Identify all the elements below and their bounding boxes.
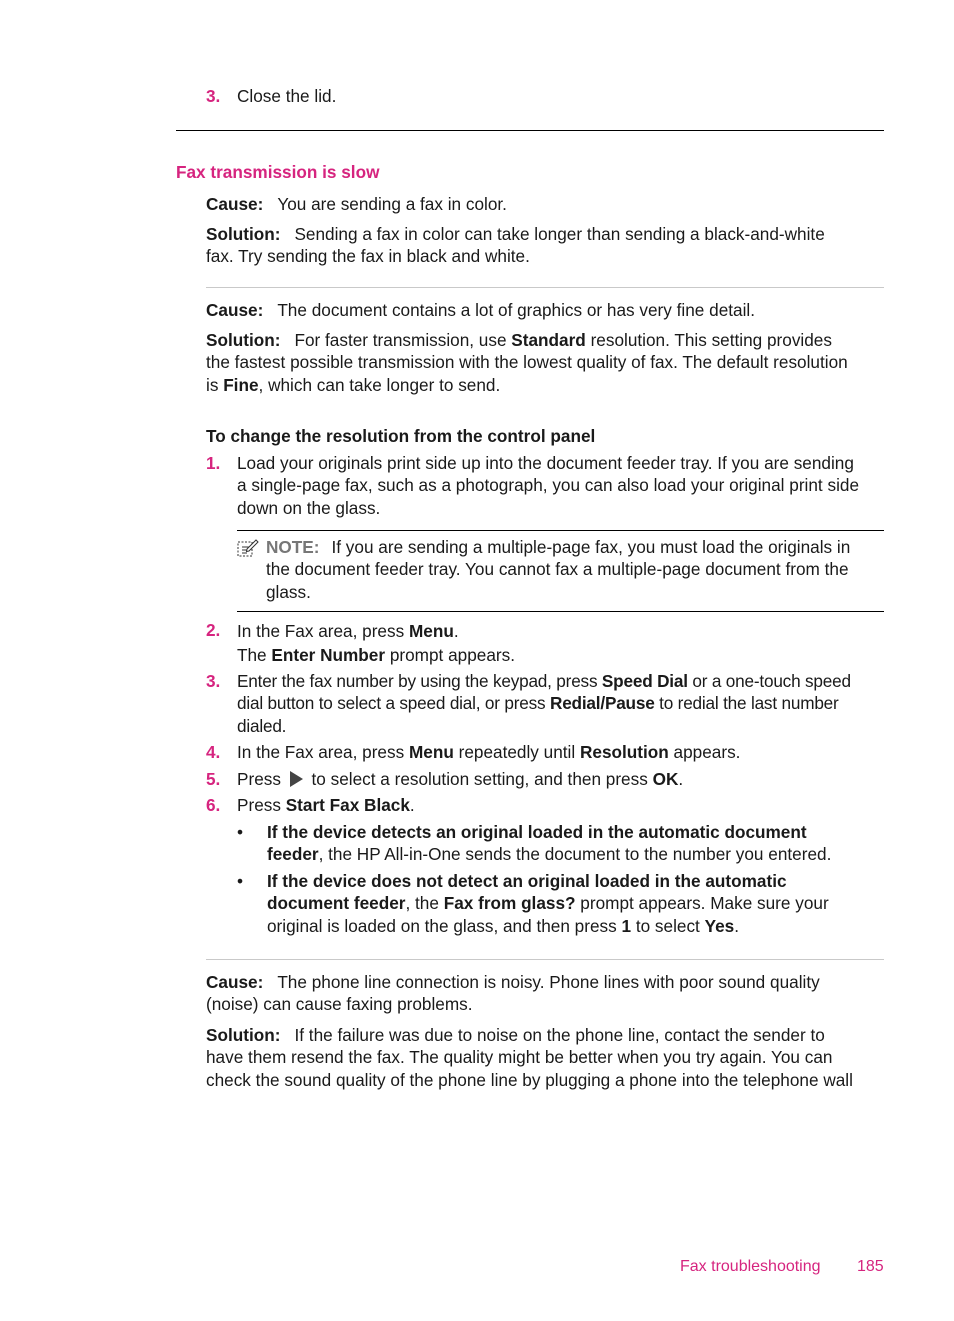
solution-3 xyxy=(206,1024,896,1091)
step-number: 6. xyxy=(206,795,221,815)
cause-text: (noise) can cause faxing problems. xyxy=(206,994,473,1015)
solution-label: Solution: xyxy=(206,330,281,350)
line: Press xyxy=(237,769,286,789)
fine-term: Fine xyxy=(223,374,259,395)
line: appears. xyxy=(668,742,741,762)
note-top-rule xyxy=(237,530,884,531)
solution-text: Sending a fax in color can take longer than sending a black-and-white xyxy=(294,224,825,244)
solution-text: For faster transmission, use xyxy=(294,330,512,350)
solution-text: is xyxy=(206,374,224,395)
right-arrow-icon xyxy=(288,770,304,788)
step-6-text xyxy=(237,794,415,816)
line: . xyxy=(453,621,459,641)
line: to redial the last number xyxy=(654,693,839,714)
line: Enter the fax number by using the keypad, press xyxy=(237,671,602,691)
section-divider xyxy=(176,130,884,131)
step-number: 1. xyxy=(206,453,221,473)
step-number: 3. xyxy=(206,86,221,106)
solution-text: If the failure was due to noise on the phone line, contact the sender to xyxy=(294,1025,825,1045)
step-2-text xyxy=(237,619,515,667)
line: the document feeder tray. You cannot fax a multiple-page document from the xyxy=(266,559,849,580)
cause-1 xyxy=(206,193,507,215)
line: Load your originals print side up into the document feeder tray. If you are sending xyxy=(237,453,854,473)
cause-label: Cause: xyxy=(206,194,264,214)
step-5-text xyxy=(237,768,683,790)
step-number: 3. xyxy=(206,671,221,691)
solution-text: have them resend the fax. The quality might be better when you try again. You can xyxy=(206,1047,833,1068)
solution-2 xyxy=(206,329,896,396)
line: glass. xyxy=(266,581,311,602)
solution-text: resolution. This setting provides xyxy=(585,330,832,350)
line: , the xyxy=(405,893,444,914)
footer-section-title: Fax troubleshooting xyxy=(680,1258,821,1275)
cause-2 xyxy=(206,299,755,321)
menu-term: Menu xyxy=(408,621,454,641)
step-number: 5. xyxy=(206,769,221,789)
speed-dial-term: Speed Dial xyxy=(601,671,688,691)
resolution-term: Resolution xyxy=(579,742,669,762)
step-number: 4. xyxy=(206,742,221,762)
step-number: 2. xyxy=(206,620,221,640)
ok-term: OK xyxy=(652,769,679,789)
line: original is loaded on the glass, and then press xyxy=(267,915,622,936)
solution-text: check the sound quality of the phone line by plugging a phone into the telephone wall xyxy=(206,1069,853,1090)
bullet-1-text xyxy=(267,821,897,866)
solution-1 xyxy=(206,223,886,268)
step-text: Close the lid. xyxy=(237,86,337,106)
line: If the device does not detect an original loaded in the automatic xyxy=(267,871,787,891)
line: a single-page fax, such as a photograph, you can also load your original print side xyxy=(237,475,860,496)
line: to select a resolution setting, and then press xyxy=(306,769,653,789)
standard-term: Standard xyxy=(511,330,586,350)
solution-label: Solution: xyxy=(206,1025,281,1045)
start-fax-black-term: Start Fax Black xyxy=(285,795,410,815)
enter-number-term: Enter Number xyxy=(271,645,386,665)
line: down on the glass. xyxy=(237,497,381,518)
line: dialed. xyxy=(237,715,287,736)
redial-pause-term: Redial/Pause xyxy=(549,693,655,714)
section-heading: Fax transmission is slow xyxy=(176,162,380,182)
line: repeatedly until xyxy=(453,742,580,762)
line: If the device detects an original loaded in the automatic document xyxy=(267,822,807,842)
line: dial button to select a speed dial, or press xyxy=(237,693,550,714)
line: In the Fax area, press xyxy=(237,621,409,641)
line: . xyxy=(409,795,415,815)
line: prompt appears. xyxy=(385,645,515,665)
page-number: 185 xyxy=(857,1258,884,1275)
solution-text: fax. Try sending the fax in black and white. xyxy=(206,246,530,267)
note-text xyxy=(266,536,896,603)
line: , the HP All-in-One sends the document to the number you entered. xyxy=(318,844,832,865)
cause-label: Cause: xyxy=(206,300,264,320)
line: or a one-touch speed xyxy=(687,671,851,691)
line: In the Fax area, press xyxy=(237,742,409,762)
menu-term: Menu xyxy=(408,742,454,762)
cause-divider xyxy=(206,287,884,288)
line: . xyxy=(678,769,684,789)
solution-text: the fastest possible transmission with the lowest quality of fax. The default resolution xyxy=(206,352,848,373)
yes-term: Yes xyxy=(704,915,735,936)
procedure-heading: To change the resolution from the control panel xyxy=(206,426,596,446)
note-icon xyxy=(237,538,259,558)
note-bottom-rule xyxy=(237,611,884,612)
note-label: NOTE: xyxy=(266,537,320,557)
cause-label: Cause: xyxy=(206,972,264,992)
line: If you are sending a multiple-page fax, you must load the originals in xyxy=(331,537,851,557)
step-1-text xyxy=(237,452,897,519)
cause-divider xyxy=(206,959,884,960)
line: to select xyxy=(631,915,705,936)
bullet-marker: • xyxy=(237,871,244,891)
line: Press xyxy=(237,795,286,815)
solution-label: Solution: xyxy=(206,224,281,244)
bullet-marker: • xyxy=(237,822,244,842)
line: prompt appears. Make sure your xyxy=(575,893,829,914)
bullet-2-text xyxy=(267,870,897,937)
cause-text: The phone line connection is noisy. Phone lines with poor sound quality xyxy=(277,972,820,992)
step-3-text xyxy=(237,670,897,737)
cause-text: The document contains a lot of graphics or has very fine detail. xyxy=(277,300,756,320)
cause-text: You are sending a fax in color. xyxy=(277,194,507,214)
line: feeder xyxy=(267,844,319,865)
step-4-text xyxy=(237,741,740,763)
line: The xyxy=(237,645,272,665)
line: document feeder xyxy=(267,893,406,914)
solution-text: , which can take longer to send. xyxy=(258,374,501,395)
fax-from-glass-term: Fax from glass? xyxy=(443,893,576,914)
key-term: 1 xyxy=(621,915,632,936)
cause-3 xyxy=(206,971,896,1016)
line: . xyxy=(734,915,740,936)
